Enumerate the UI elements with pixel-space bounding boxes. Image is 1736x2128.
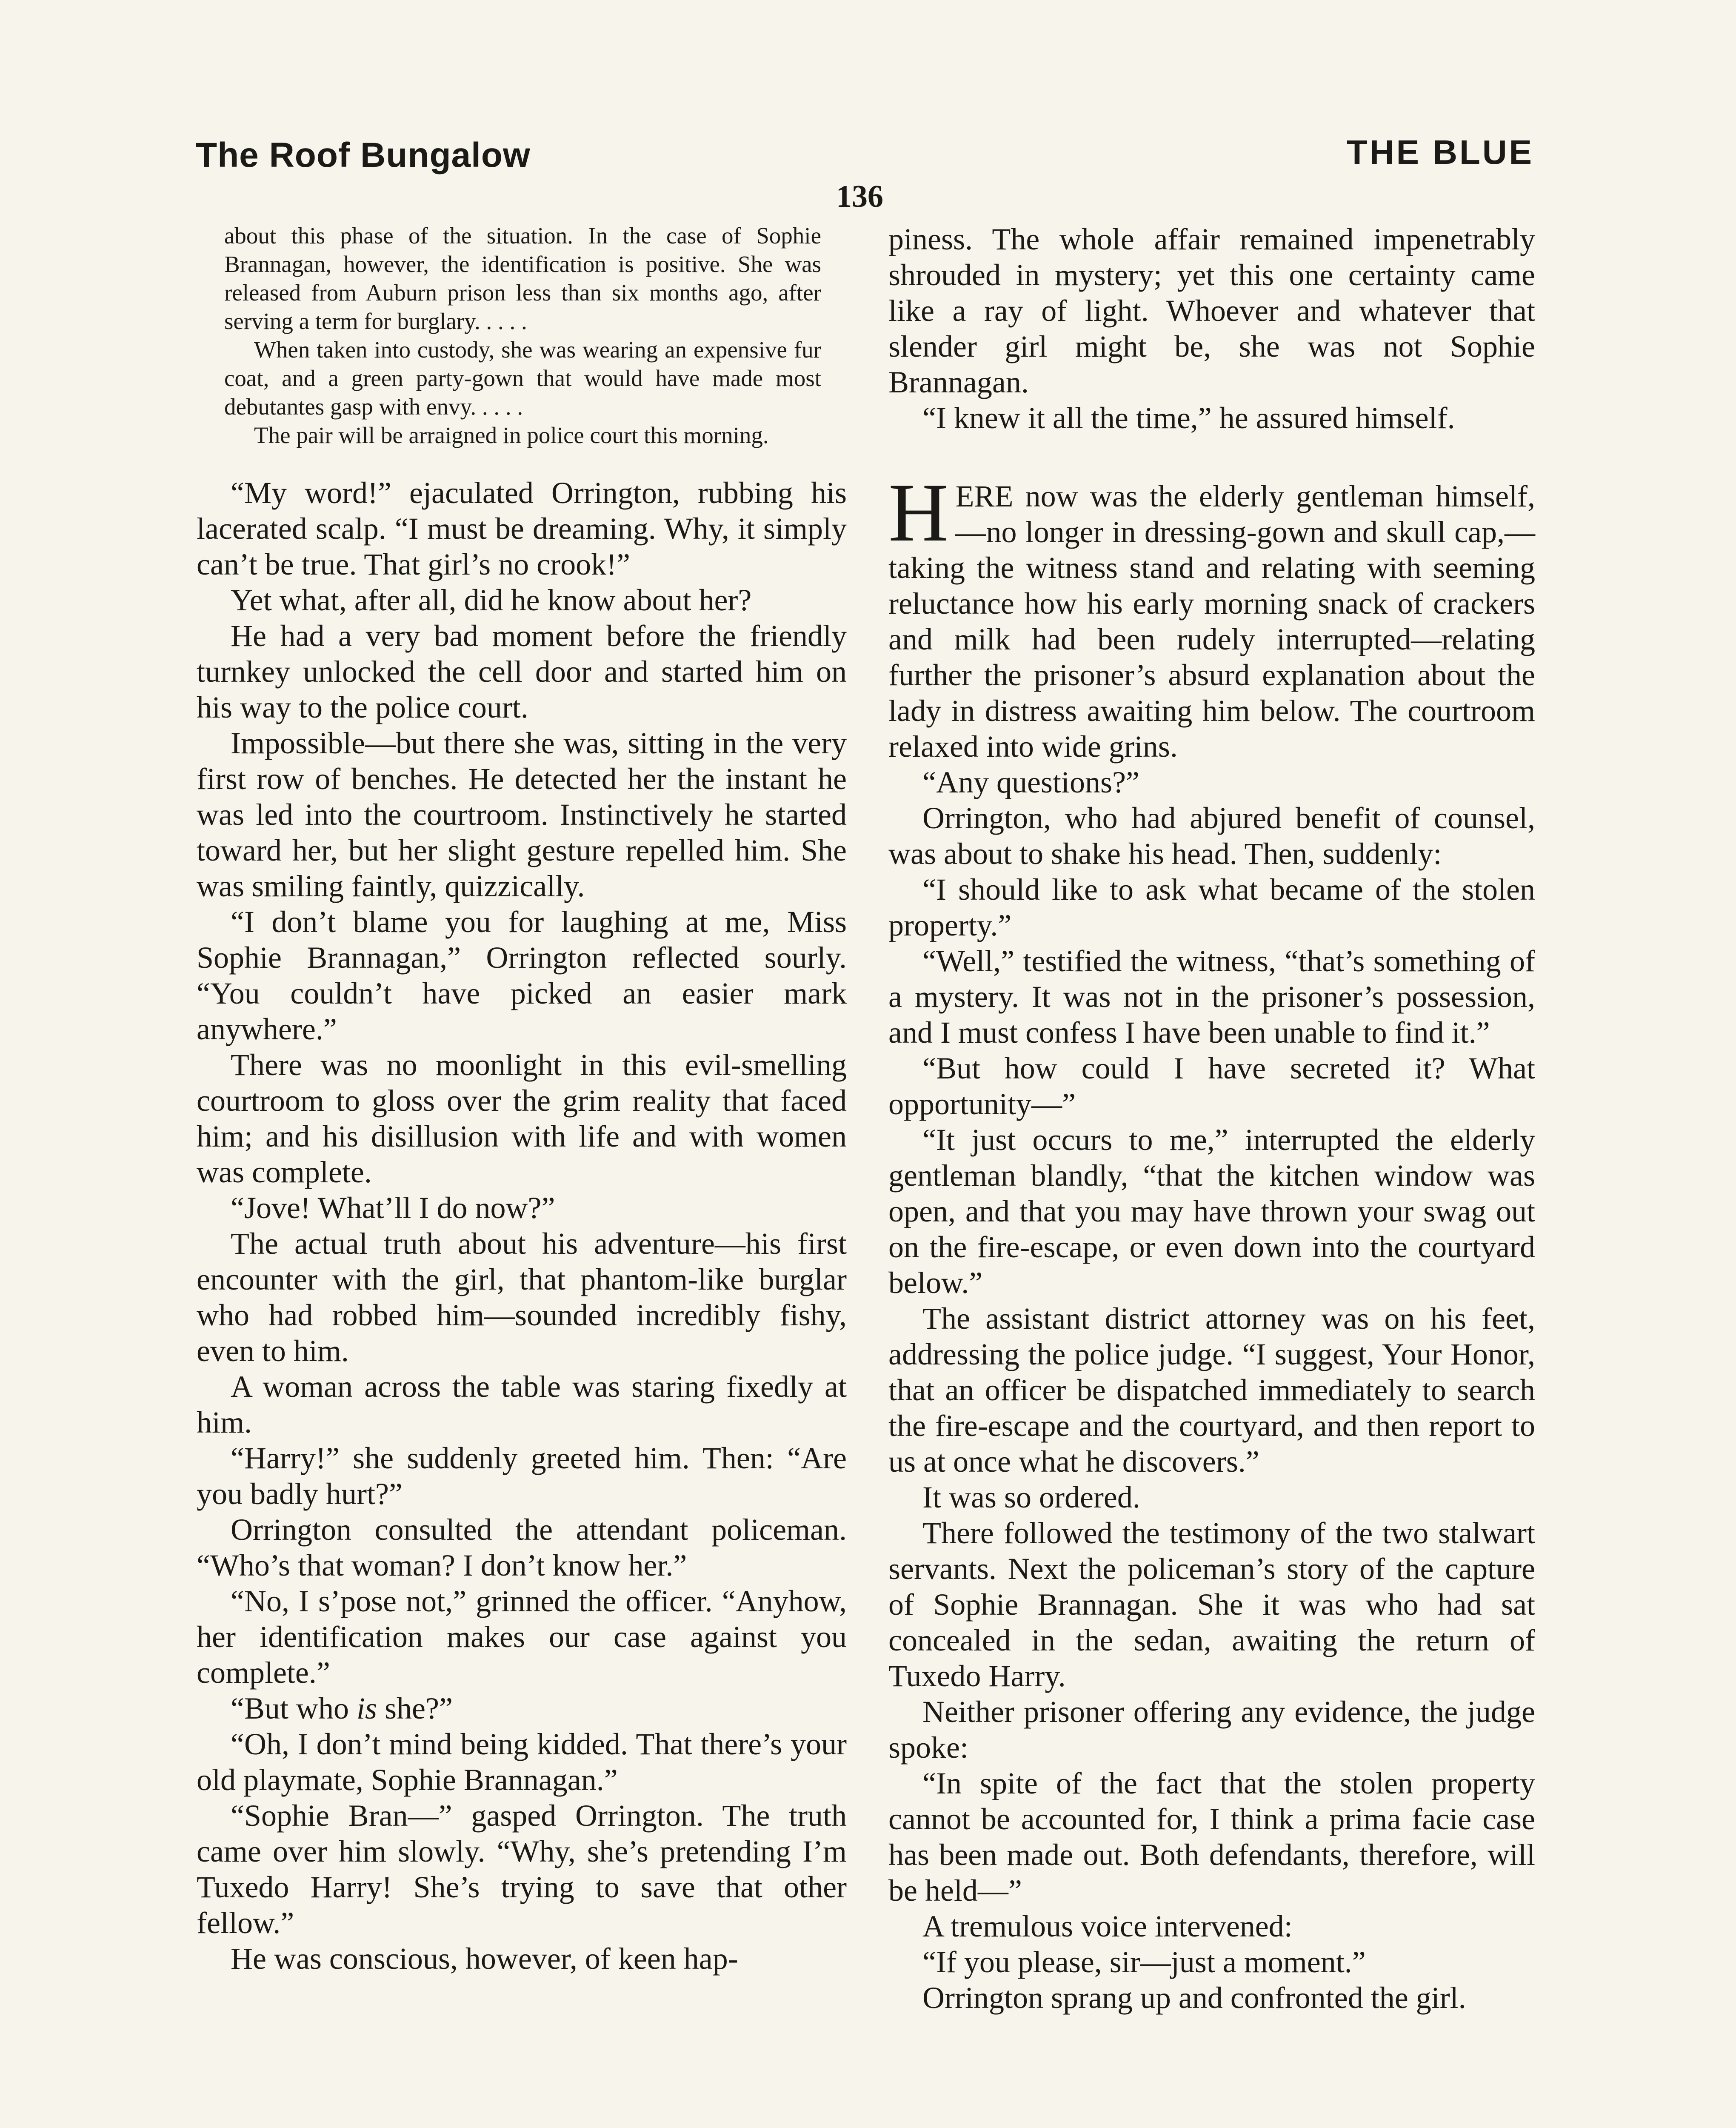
section-opening-text: ERE now was the elderly gentleman himself,—no longer in dressing-gown and skull cap,—taking the witness stand and relating with seeming reluctance how his early morning snack of crackers and milk had been rudely interrupted—relating further the prisoner’s absurd explanation about the lady in distress awaiting him below. The courtroom relaxed into wide grins.	[888, 479, 1535, 764]
body-paragraph: “Well,” testified the witness, “that’s something of a mystery. It was not in the prisoner’s possession, and I must confess I have been unable to find it.”	[888, 944, 1535, 1050]
body-paragraph: The actual truth about his adventure—his first encounter with the girl, that phantom-like burglar who had robbed him—sounded incredibly fishy, even to him.	[197, 1227, 847, 1368]
body-paragraph: “I knew it all the time,” he assured himself.	[922, 401, 1455, 435]
body-paragraph: “In spite of the fact that the stolen property cannot be accounted for, I think a prima facie case has been made out. Both defendants, therefore, will be held—”	[888, 1766, 1535, 1908]
body-paragraph: Neither prisoner offering any evidence, the judge spoke:	[888, 1695, 1535, 1765]
body-paragraph: A woman across the table was staring fixedly at him.	[197, 1370, 847, 1439]
who-is-she-emphasis: is	[356, 1691, 377, 1725]
body-paragraph: “But how could I have secreted it? What opportunity—”	[888, 1051, 1535, 1121]
body-paragraph: “Sophie Bran—” gasped Orrington. The truth came over him slowly. “Why, she’s pretending I’m Tuxedo Harry! She’s trying to save that other fellow.”	[197, 1799, 847, 1940]
page-number: 136	[836, 179, 883, 214]
who-is-she-after: she?”	[377, 1691, 453, 1725]
section-break	[888, 436, 1535, 478]
magazine-name: THE BLUE	[1347, 133, 1534, 171]
body-paragraph: “Any questions?”	[922, 765, 1139, 799]
body-paragraph: Orrington consulted the attendant policeman. “Who’s that woman? I don’t know her.”	[197, 1513, 847, 1582]
right-column	[888, 221, 1535, 2016]
body-paragraph: He had a very bad moment before the friendly turnkey unlocked the cell door and started him on his way to the police court.	[197, 619, 847, 724]
body-paragraph: He was conscious, however, of keen hap-	[231, 1942, 738, 1976]
left-column	[197, 221, 847, 1976]
newspaper-clipping	[197, 221, 847, 449]
body-paragraph: The assistant district attorney was on his feet, addressing the police judge. “I suggest, Your Honor, that an officer be dispatched immediately to search the fire-escape and the courtyard, and then report to us at once what he discovers.”	[888, 1301, 1535, 1479]
body-paragraph: Orrington sprang up and confronted the girl.	[922, 1981, 1466, 2015]
body-paragraph: There followed the testimony of the two stalwart servants. Next the policeman’s story of the capture of Sophie Brannagan. She it was who had sat concealed in the sedan, awaiting the return of Tuxedo Harry.	[888, 1516, 1535, 1693]
body-paragraph: “Harry!” she suddenly greeted him. Then: “Are you badly hurt?”	[197, 1441, 847, 1511]
clipping-paragraph: The pair will be arraigned in police court this morning.	[254, 422, 769, 448]
running-title: The Roof Bungalow	[196, 136, 531, 174]
body-paragraph: Orrington, who had abjured benefit of counsel, was about to shake his head. Then, suddenly:	[888, 801, 1535, 871]
body-paragraph: A tremulous voice intervened:	[922, 1909, 1293, 1943]
body-paragraph: “It just occurs to me,” interrupted the elderly gentleman blandly, “that the kitchen window was open, and that you may have thrown your swag out on the fire-escape, or even down into the courtyard below.”	[888, 1123, 1535, 1300]
continued-paragraph: piness. The whole affair remained impenetrably shrouded in mystery; yet this one certainty came like a ray of light. Whoever and whatever that slender girl might be, she was not Sophie Brannagan.	[888, 222, 1535, 399]
body-paragraph: “Oh, I don’t mind being kidded. That there’s your old playmate, Sophie Brannagan.”	[197, 1727, 847, 1797]
who-is-she-before: “But who	[231, 1691, 357, 1725]
body-paragraph: “My word!” ejaculated Orrington, rubbing his lacerated scalp. “I must be dreaming. Why, it simply can’t be true. That girl’s no crook!”	[197, 476, 847, 581]
body-paragraph: “Jove! What’ll I do now?”	[231, 1191, 555, 1225]
clipping-paragraph: about this phase of the situation. In the case of Sophie Brannagan, however, the identification is positive. She was released from Auburn prison less than six months ago, after serving a term for burglary. . . . .	[224, 223, 821, 334]
body-paragraph: “I should like to ask what became of the stolen property.”	[888, 872, 1535, 942]
body-paragraph: “I don’t blame you for laughing at me, Miss Sophie Brannagan,” Orrington reflected sourly. “You couldn’t have picked an easier mark anywhere.”	[197, 905, 847, 1046]
section-opening-paragraph	[888, 466, 1535, 764]
clipping-paragraph: When taken into custody, she was wearing an expensive fur coat, and a green party-gown that would have made most debutantes gasp with envy. . . . .	[224, 337, 821, 420]
drop-cap: H	[888, 466, 949, 559]
body-paragraph: “If you please, sir—just a moment.”	[922, 1945, 1366, 1979]
body-paragraph: It was so ordered.	[922, 1480, 1140, 1514]
body-paragraph-who-is-she	[197, 1690, 847, 1726]
body-paragraph: Yet what, after all, did he know about her?	[231, 583, 752, 617]
body-paragraph: Impossible—but there she was, sitting in the very first row of benches. He detected her the instant he was led into the courtroom. Instinctively he started toward her, but her slight gesture repelled him. She was smiling faintly, quizzically.	[197, 726, 847, 903]
body-paragraph: “No, I s’pose not,” grinned the officer. “Anyhow, her identification makes our case against you complete.”	[197, 1584, 847, 1690]
body-paragraph: There was no moonlight in this evil-smelling courtroom to gloss over the grim reality that faced him; and his disillusion with life and with women was complete.	[197, 1048, 847, 1189]
